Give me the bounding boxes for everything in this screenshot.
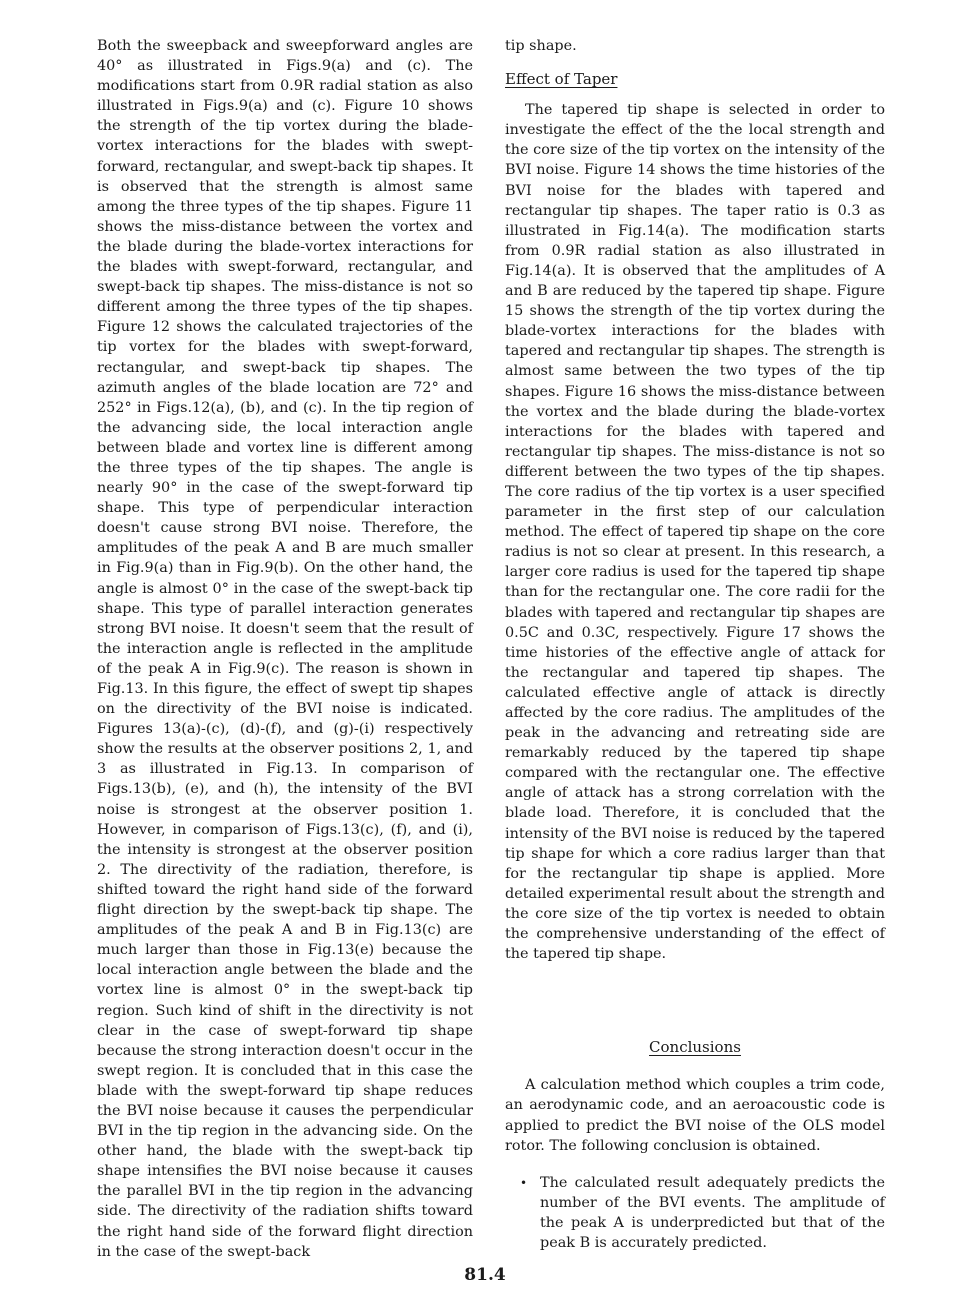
conclusions-list [505,1173,885,1253]
conclusions-paragraph: A calculation method which couples a trim code, an aerodynamic code, and an aeroacoustic code is applied to predict the BVI noise of the OLS model rotor. The following conclusion is obtained. [505,1077,885,1154]
taper-paragraph: The tapered tip shape is selected in order to investigate the effect of the the local strength and the core size of the tip vortex on the intensity of the BVI noise. Figure 14 shows the time histories of the BVI noise for the blades with tapered and rectangular tip shapes. The taper ratio is 0.3 as illustrated in Fig.14(a). The modification starts from 0.9R radial station as also illustrated in Fig.14(a). It is observed that the amplitudes of A and B are reduced by the tapered tip shape. Figure 15 shows the strength of the tip vortex during the blade-vortex interactions for the blades with tapered and rectangular tip shapes. The strength is almost same between the two types of the tip shapes. Figure 16 shows the miss-distance between the vortex and the blade during the blade-vortex interactions for the blades with tapered and rectangular tip shapes. The miss-distance is not so different between the two types of the tip shapes. The core radius of the tip vortex is a user specified parameter in the first step of our calculation method. The effect of tapered tip shape on the core radius is not so clear at present. In this research, a larger core radius is used for the tapered tip shape than for the rectangular one. The core radii for the blades with tapered and rectangular tip shapes are 0.5C and 0.3C, respectively. Figure 17 shows the time histories of the effective angle of attack for the rectangular and tapered tip shapes. The calculated effective angle of attack is directly affected by the core radius. The amplitudes of the peak in the advancing and retreating side are remarkably reduced by the tapered tip shape compared with the rectangular one. The effective angle of attack has a strong correlation with the blade load. Therefore, it is concluded that the intensity of the BVI noise is reduced by the tapered tip shape for which a core radius larger than that for the rectangular tip shape is applied. More detailed experimental result about the strength and the core size of the tip vortex is needed to obtain the comprehensive understanding of the effect of the tapered tip shape. [505,102,885,963]
left-column [97,36,473,1262]
left-paragraph: Both the sweepback and sweepforward angles are 40° as illustrated in Figs.9(a) and (c). The modifications start from 0.9R radial station as also illustrated in Figs.9(a) and (c). Figure 10 shows the strength of the tip vortex during the blade-vortex interactions for the blades with swept-forward, rectangular, and swept-back tip shapes. It is observed that the strength is almost same among the three types of the tip shapes. Figure 11 shows the miss-distance between the vortex and the blade during the blade-vortex interactions for the blades with swept-forward, rectangular, and swept-back tip shapes. The miss-distance is not so different among the three types of the tip shapes. Figure 12 shows the calculated trajectories of the tip vortex for the blades with swept-forward, rectangular, and swept-back tip shapes. The azimuth angles of the blade location are 72° and 252° in Figs.12(a), (b), and (c). In the tip region of the advancing side, the local interaction angle between blade and vortex line is different among the three types of the tip shapes. The angle is nearly 90° in the case of the swept-forward tip shape. This type of perpendicular interaction doesn't cause strong BVI noise. Therefore, the amplitudes of the peak A and B are much smaller in Fig.9(a) than in Fig.9(b). On the other hand, the angle is almost 0° in the case of the swept-back tip shape. This type of parallel interaction generates strong BVI noise. It doesn't seem that the result of the interaction angle is reflected in the amplitude of the peak A in Fig.9(c). The reason is shown in Fig.13. In this figure, the effect of swept tip shapes on the directivity of the BVI noise is indicated. Figures 13(a)-(c), (d)-(f), and (g)-(i) respectively show the results at the observer positions 2, 1, and 3 as illustrated in Fig.13. In comparison of Figs.13(b), (e), and (h), the intensity of the BVI noise is strongest at the observer position 1. However, in comparison of Figs.13(c), (f), and (i), the intensity is strongest at the observer position 2. The directivity of the radiation, therefore, is shifted toward the right hand side of the forward flight direction by the swept-back tip shape. The amplitudes of the peak A and B in Fig.13(c) are much larger than those in Fig.13(e) because the local interaction angle between the blade and the vortex line is almost 0° in the swept-back tip region. Such kind of shift in the directivity is not clear in the case of swept-forward tip shape because the strong interaction doesn't occur in the swept region. It is concluded that in this case the blade with the swept-forward tip shape reduces the BVI noise because it causes the perpendicular BVI in the tip region in the advancing side. On the other hand, the blade with the swept-back tip shape intensifies the BVI noise because it causes the parallel BVI in the tip region in the advancing side. The directivity of the radiation shifts toward the right hand side of the forward flight direction in the case of the swept-back [97,38,473,1260]
continuation-text: tip shape. [505,38,577,54]
right-column [505,36,885,1253]
list-item [505,1173,885,1253]
list-item-text: The calculated result adequately predicts the number of the BVI events. The amplitude of the peak A is underpredicted but that of the peak B is accurately predicted. [540,1174,885,1251]
page-number: 81.4 [464,1265,506,1285]
bullet-icon: • [520,1175,528,1190]
taper-section-heading: Effect of Taper [505,70,618,89]
conclusions-heading: Conclusions [649,1038,741,1057]
